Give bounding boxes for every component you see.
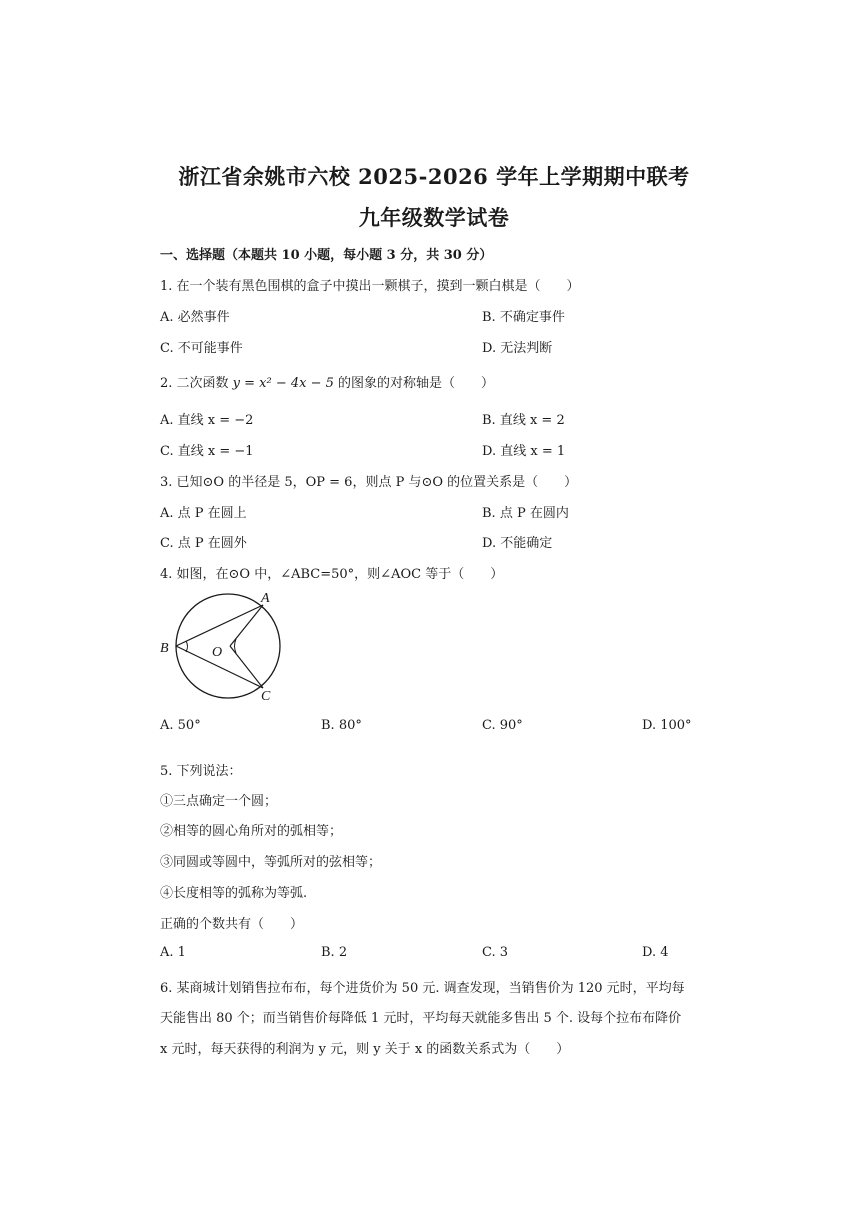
- label-c: C: [261, 689, 271, 704]
- exam-title: 浙江省余姚市六校 2025-2026 学年上学期期中联考: [178, 164, 690, 189]
- q3-option-d: D. 不能确定: [482, 536, 553, 551]
- q1-option-a: A. 必然事件: [160, 310, 230, 325]
- q1-option-b: B. 不确定事件: [482, 310, 565, 325]
- q5-item-3: ③同圆或等圆中，等弧所对的弦相等；: [160, 855, 382, 870]
- circle-o: [176, 594, 280, 698]
- question-5-stem: 5. 下列说法：: [160, 764, 242, 779]
- q4-option-c: C. 90°: [482, 718, 523, 733]
- q1-option-d: D. 无法判断: [482, 341, 553, 356]
- q2-suffix: 的图象的对称轴是（ ）: [333, 376, 495, 391]
- q5-item-1: ①三点确定一个圆；: [160, 794, 278, 809]
- q1-option-c: C. 不可能事件: [160, 341, 243, 356]
- q4-option-d: D. 100°: [642, 718, 692, 733]
- question-6-line-1: 6. 某商城计划销售拉布布，每个进货价为 50 元. 调查发现，当销售价为 120 元时，平均每: [160, 981, 685, 996]
- q2-formula: y = x² − 4x − 5: [232, 376, 334, 391]
- q5-item-4: ④长度相等的弧称为等弧.: [160, 886, 308, 901]
- question-1-stem: 1. 在一个装有黑色围棋的盒子中摸出一颗棋子，摸到一颗白棋是（ ）: [160, 279, 580, 294]
- question-2-stem: [160, 372, 494, 391]
- exam-subtitle: 九年级数学试卷: [358, 205, 510, 230]
- q3-option-b: B. 点 P 在圆内: [482, 506, 569, 521]
- label-o: O: [212, 645, 223, 660]
- q2-option-c: C. 直线 x = −1: [160, 444, 254, 459]
- q5-question: 正确的个数共有（ ）: [160, 917, 304, 932]
- q5-option-c: C. 3: [482, 945, 509, 960]
- q5-option-b: B. 2: [321, 945, 348, 960]
- section-heading: 一、选择题（本题共 10 小题，每小题 3 分，共 30 分）: [160, 248, 493, 263]
- q2-option-a: A. 直线 x = −2: [160, 413, 254, 428]
- q3-option-c: C. 点 P 在圆外: [160, 536, 247, 551]
- question-6-line-2: 天能售出 80 个；而当销售价每降低 1 元时，平均每天就能多售出 5 个. 设每个拉布布降价: [160, 1011, 682, 1026]
- q4-option-b: B. 80°: [321, 718, 362, 733]
- q3-option-a: A. 点 P 在圆上: [160, 506, 247, 521]
- q2-prefix: 2. 二次函数: [160, 376, 233, 391]
- q5-option-d: D. 4: [642, 945, 669, 960]
- q5-option-a: A. 1: [160, 945, 186, 960]
- q2-option-b: B. 直线 x = 2: [482, 413, 565, 428]
- angle-o-arc: [235, 639, 237, 653]
- q4-option-a: A. 50°: [160, 718, 201, 733]
- angle-b-arc: [186, 641, 188, 652]
- q5-item-2: ②相等的圆心角所对的弧相等；: [160, 824, 343, 839]
- question-4-stem: 4. 如图，在⊙O 中，∠ABC=50°，则∠AOC 等于（ ）: [160, 567, 504, 582]
- circle-figure: [155, 588, 295, 706]
- segment-oc: [230, 646, 263, 688]
- label-a: A: [261, 591, 270, 606]
- label-b: B: [160, 641, 169, 656]
- question-3-stem: 3. 已知⊙O 的半径是 5，OP = 6，则点 P 与⊙O 的位置关系是（ ）: [160, 475, 578, 490]
- q2-option-d: D. 直线 x = 1: [482, 444, 566, 459]
- segment-oa: [230, 605, 263, 646]
- question-6-line-3: x 元时，每天获得的利润为 y 元，则 y 关于 x 的函数关系式为（ ）: [160, 1042, 570, 1057]
